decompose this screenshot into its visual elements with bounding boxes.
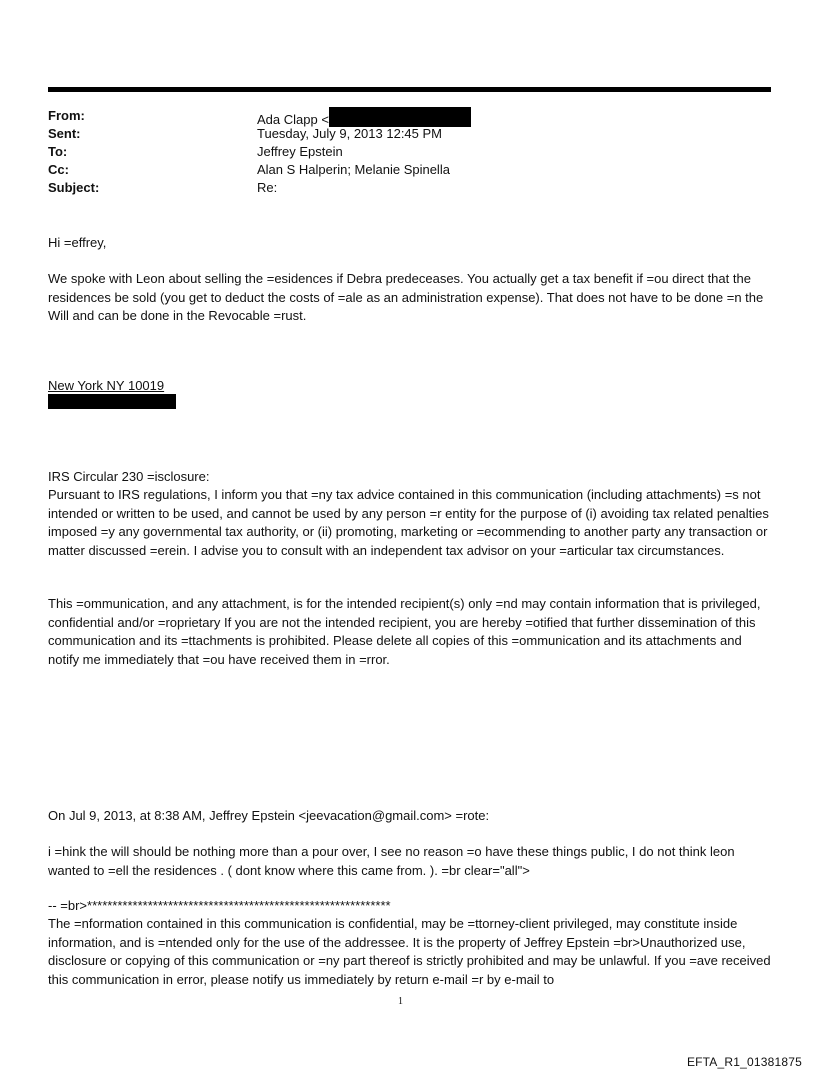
from-label: From: — [48, 108, 85, 123]
quoted-intro: On Jul 9, 2013, at 8:38 AM, Jeffrey Epstein <jeevacation@gmail.com> =rote: — [48, 808, 490, 823]
sent-label: Sent: — [48, 126, 81, 141]
cc-label: Cc: — [48, 162, 69, 177]
cc-value: Alan S Halperin; Melanie Spinella — [257, 162, 450, 177]
greeting: Hi =effrey, — [48, 235, 107, 250]
quoted-text: i =hink the will should be nothing more than a pour over, I see no reason =o have these things public, I do not think leon wanted to =ell the residences . ( dont know where this came from. ). =br clear="all"> — [48, 844, 735, 878]
address-line: New York NY 10019 — [48, 378, 165, 393]
message-paragraph: We spoke with Leon about selling the =esidences if Debra predeceases. You actually get a tax benefit if =ou direct that the residences be sold (you get to deduct the costs of =ale as an administration expense). That does not have to be done =n the Will and can be done in the Revocable =rust. — [48, 271, 764, 323]
to-value: Jeffrey Epstein — [257, 144, 343, 159]
legal-notice: The =nformation contained in this communication is confidential, may be =ttorney-client privileged, may constitute inside information, and is =ntended only for the use of the addressee. It is the property of Jeffrey Epstein =br>Unauthorized use, disclosure or copying of this communication or =ny part thereof is strictly prohibited and may be unlawful. If you =ave received this communication in error, please notify us immediately by return e-mail =r by e-mail to — [48, 916, 771, 987]
header-divider — [48, 87, 771, 92]
redaction-bar — [48, 394, 176, 409]
sent-value: Tuesday, July 9, 2013 12:45 PM — [257, 126, 442, 141]
document-id: EFTA_R1_01381875 — [686, 1055, 802, 1069]
subject-value: Re: — [257, 180, 278, 195]
subject-label: Subject: — [48, 180, 100, 195]
redaction-bar — [329, 107, 471, 127]
confidentiality-paragraph: This =ommunication, and any attachment, is for the intended recipient(s) only =nd may contain information that is privileged, confidential and/or =roprietary If you are not the intended recipient, you are hereby =otified that further dissemination of this communication and its =ttachments is prohibited. Please delete all copies of this =ommunication and its attachments and notify me immediately that =ou have received them in =rror. — [48, 596, 761, 667]
to-label: To: — [48, 144, 68, 159]
from-name: Ada Clapp < — [257, 112, 329, 127]
signature-separator: -- =br>************************************************************ — [48, 898, 391, 913]
disclosure-paragraph: Pursuant to IRS regulations, I inform you that =ny tax advice contained in this communication (including attachments) =s not intended or written to be used, and cannot be used by any person =r entity for the purpose of (i) avoiding tax related penalties imposed =y any governmental tax authority, or (ii) promoting, marketing or =ecommending to another party any transaction or matter discussed =erein. I advise you to consult with an independent tax advisor on your =articular tax circumstances. — [48, 487, 769, 558]
page-number: 1 — [398, 996, 403, 1007]
disclosure-heading: IRS Circular 230 =isclosure: — [48, 469, 210, 484]
